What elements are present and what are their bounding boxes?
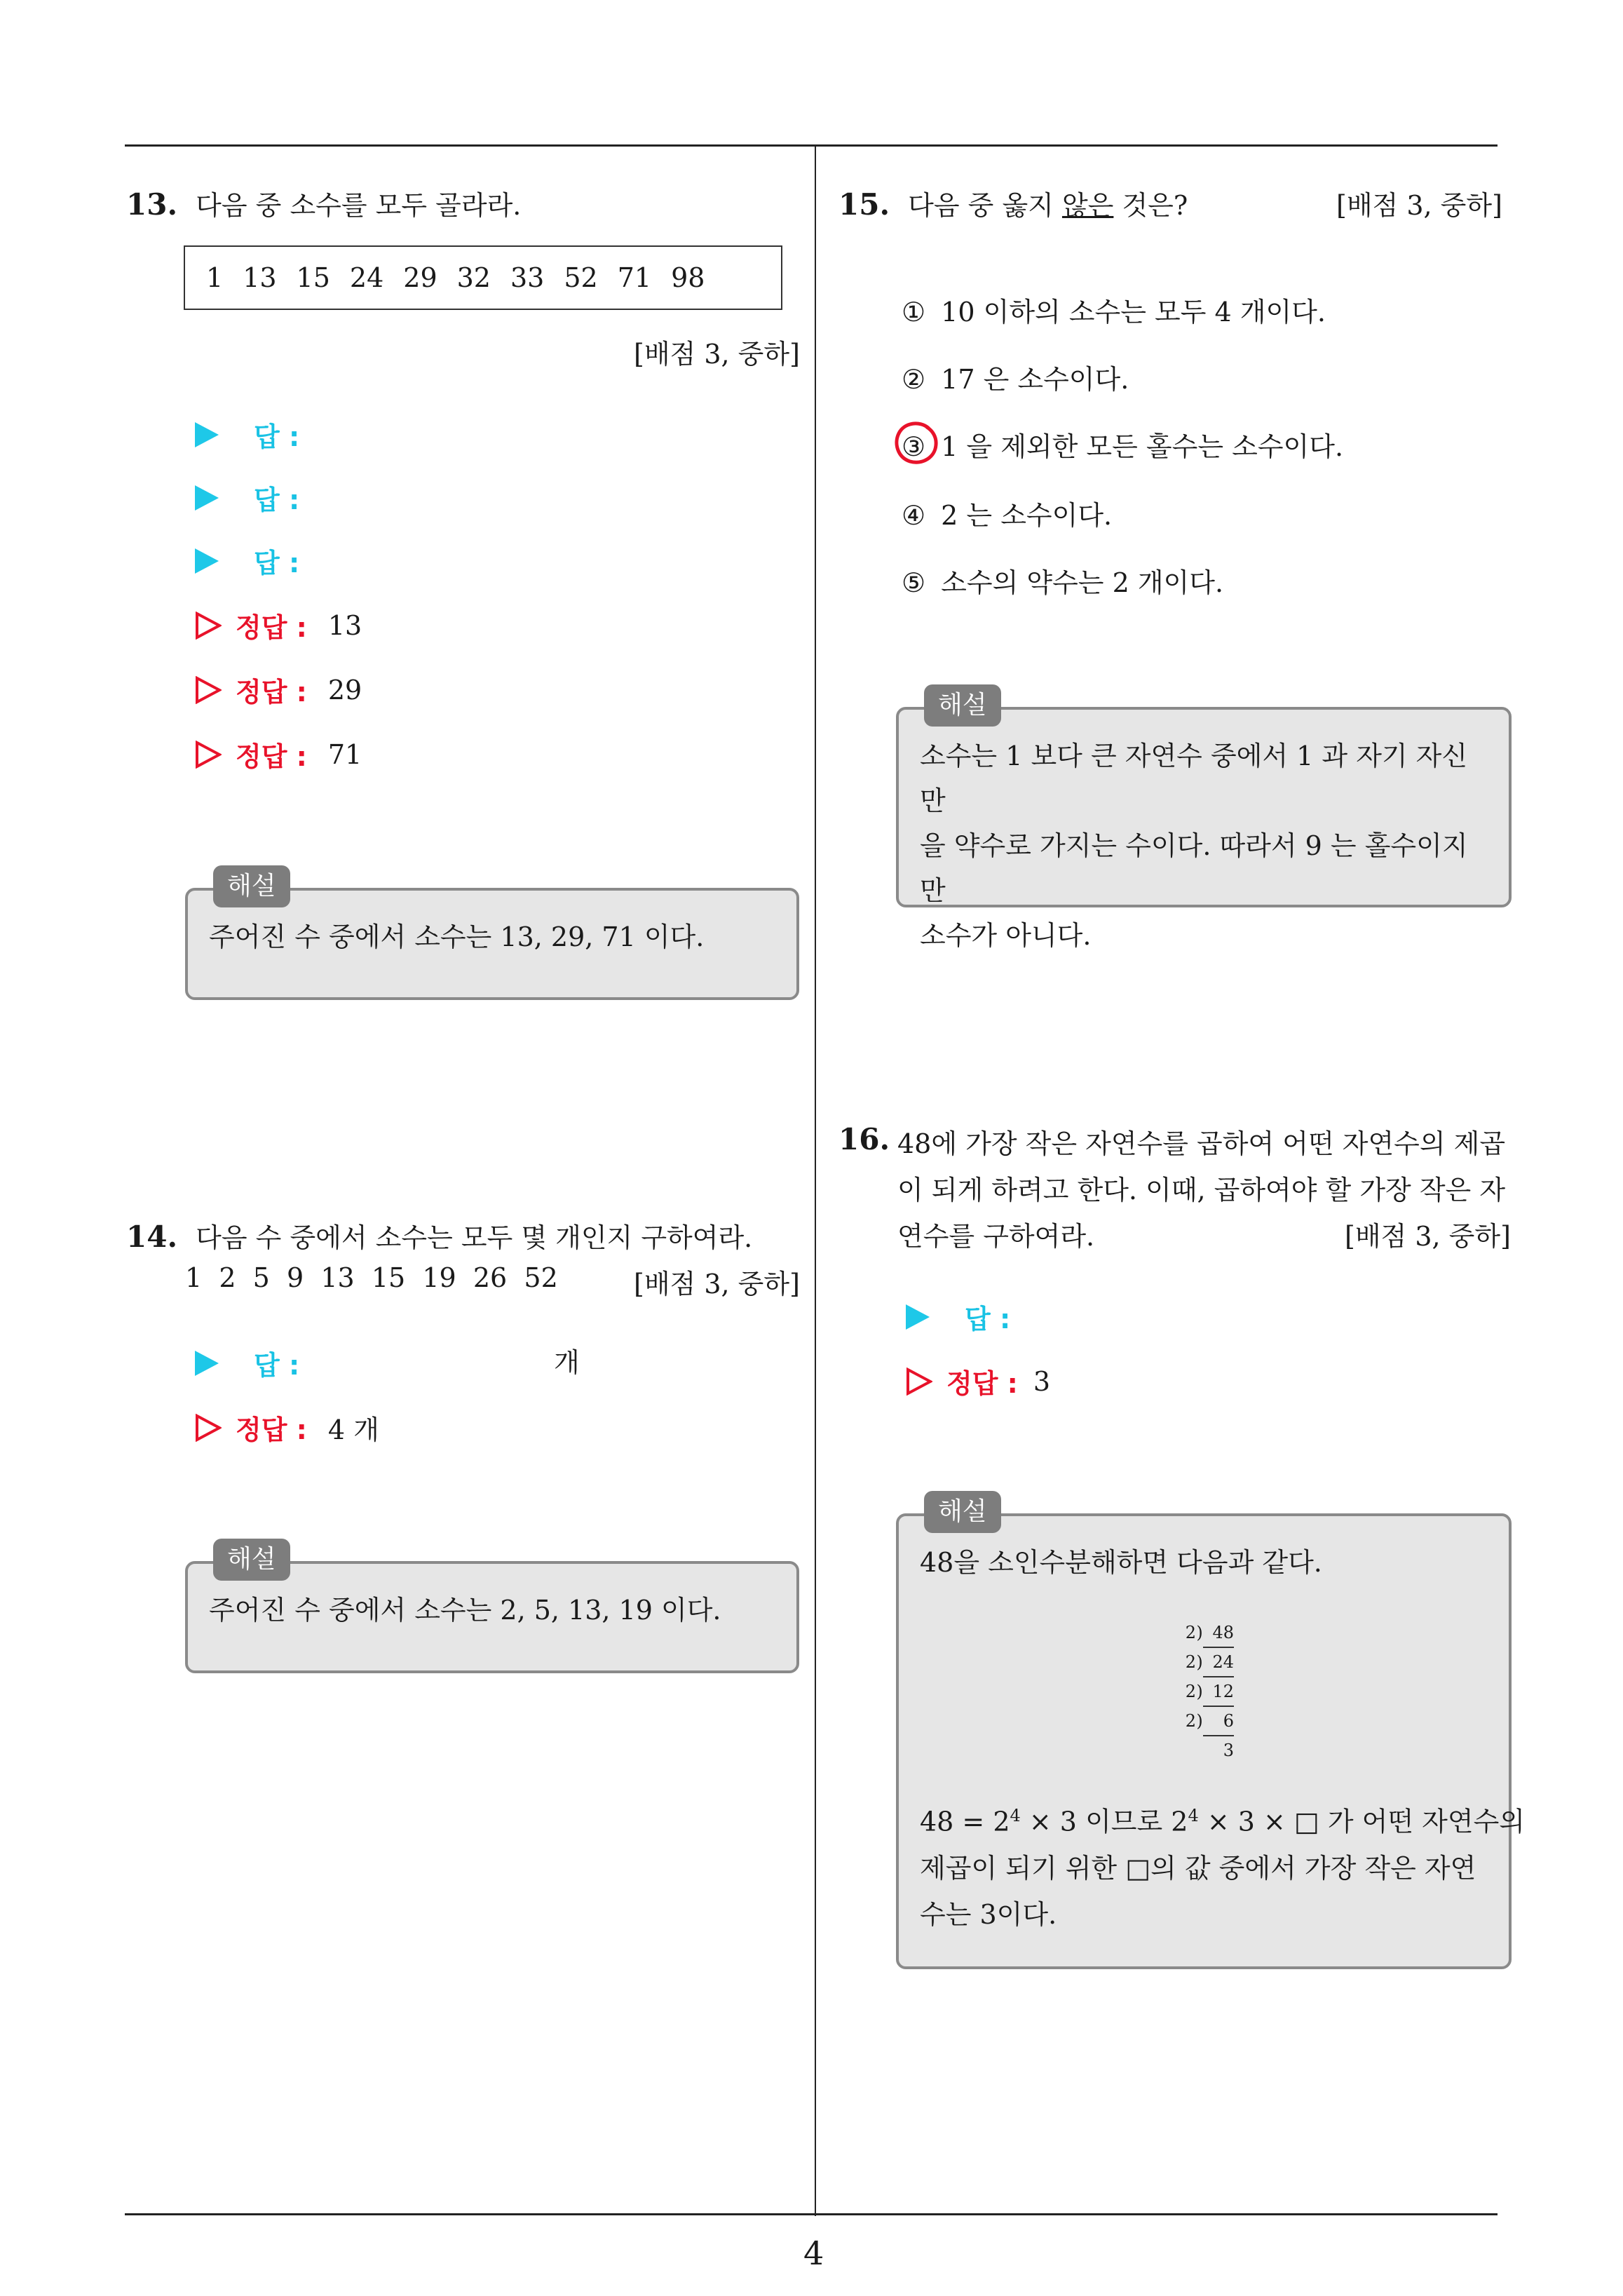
choice-mark: ② bbox=[902, 364, 926, 395]
q15-explanation-box bbox=[896, 691, 1512, 951]
correct-value: 4 개 bbox=[327, 1414, 379, 1445]
q13-answer-3[interactable] bbox=[195, 541, 299, 580]
play-icon bbox=[195, 548, 219, 574]
explanation-line: 수는 3이다. bbox=[920, 1898, 1057, 1930]
ladder-row: 2 ) 6 bbox=[1175, 1707, 1234, 1736]
correct-label: 정답 : bbox=[236, 677, 307, 708]
q14-points: [배점 3, 중하] bbox=[634, 1269, 800, 1299]
correct-label: 정답 : bbox=[236, 741, 307, 772]
ladder-row: 2 ) 24 bbox=[1175, 1648, 1234, 1677]
q14-unit: 개 bbox=[554, 1347, 580, 1378]
choice-mark: ① bbox=[902, 297, 926, 327]
q15-choice-1[interactable] bbox=[902, 290, 1326, 329]
q13-correct-2 bbox=[195, 670, 362, 709]
choice-text: 1 을 제외한 모든 홀수는 소수이다. bbox=[941, 431, 1344, 462]
explanation-line bbox=[920, 1792, 1525, 1845]
triangle-outline-icon bbox=[195, 676, 222, 704]
division-ladder bbox=[1175, 1619, 1234, 1764]
correct-value: 71 bbox=[327, 738, 362, 770]
explanation-line: 소수가 아니다. bbox=[920, 920, 1092, 951]
q15-question bbox=[838, 184, 1188, 222]
explanation-tag: 해설 bbox=[213, 1539, 290, 1581]
answer-label: 답 : bbox=[254, 421, 300, 452]
q15-choice-5[interactable] bbox=[902, 561, 1223, 600]
triangle-outline-icon bbox=[195, 741, 222, 769]
q13-number: 13. bbox=[126, 187, 178, 222]
expl-part: × 3 × □ 가 어떤 자연수의 bbox=[1198, 1806, 1526, 1837]
column-divider bbox=[815, 144, 816, 2216]
q13-explanation-box bbox=[185, 872, 799, 1000]
play-icon bbox=[195, 485, 219, 511]
answer-label: 답 : bbox=[254, 485, 300, 515]
q15-number: 15. bbox=[838, 187, 890, 222]
play-icon bbox=[906, 1304, 930, 1330]
q16-points: [배점 3, 중하] bbox=[1345, 1221, 1511, 1252]
correct-value: 3 bbox=[1033, 1365, 1051, 1397]
q15-choice-2[interactable] bbox=[902, 358, 1129, 396]
q15-points: [배점 3, 중하] bbox=[1336, 190, 1502, 221]
q16-number: 16. bbox=[838, 1122, 890, 1156]
explanation-line: 을 약수로 가지는 수이다. 따라서 9 는 홀수이지만 bbox=[920, 830, 1468, 906]
choice-text: 2 는 소수이다. bbox=[941, 500, 1113, 531]
q13-num: 15 bbox=[296, 262, 330, 293]
correct-label: 정답 : bbox=[946, 1368, 1018, 1399]
ladder-row: 2 ) 48 bbox=[1175, 1619, 1234, 1648]
correct-label: 정답 : bbox=[236, 1414, 307, 1445]
expl-part: × 3 이므로 2 bbox=[1020, 1806, 1188, 1837]
correct-value: 13 bbox=[327, 609, 362, 641]
ladder-value: 12 bbox=[1203, 1677, 1234, 1707]
ladder-divisor: 2 bbox=[1185, 1682, 1196, 1701]
answer-label: 답 : bbox=[254, 548, 300, 579]
correct-label: 정답 : bbox=[236, 612, 307, 643]
bottom-rule bbox=[125, 2213, 1498, 2215]
q13-question bbox=[126, 184, 521, 222]
ladder-divisor: 2 bbox=[1185, 1711, 1196, 1731]
ladder-last: 3 bbox=[1223, 1741, 1234, 1760]
top-rule bbox=[125, 144, 1498, 147]
q16-explanation-body bbox=[920, 1792, 1525, 1938]
q13-num: 1 bbox=[206, 262, 224, 293]
exponent: 4 bbox=[1010, 1806, 1021, 1825]
answer-label: 답 : bbox=[965, 1304, 1011, 1335]
page-number: 4 bbox=[803, 2234, 824, 2272]
exponent: 4 bbox=[1188, 1806, 1199, 1825]
ladder-divisor: 2 bbox=[1185, 1623, 1196, 1642]
q14-explanation-box bbox=[185, 1545, 799, 1673]
q13-points: [배점 3, 중하] bbox=[634, 339, 800, 370]
q14-answer[interactable] bbox=[195, 1344, 299, 1382]
correct-value: 29 bbox=[327, 674, 362, 705]
q13-num: 13 bbox=[243, 262, 277, 293]
q14-number: 14. bbox=[126, 1220, 178, 1254]
q13-number-box bbox=[184, 245, 782, 310]
ladder-row: 2 ) 12 bbox=[1175, 1677, 1234, 1707]
explanation-line: 소수는 1 보다 큰 자연수 중에서 1 과 자기 자신만 bbox=[920, 741, 1468, 816]
answer-label: 답 : bbox=[254, 1350, 300, 1381]
ladder-value: 6 bbox=[1203, 1707, 1234, 1736]
explanation-tag: 해설 bbox=[924, 1491, 1001, 1533]
triangle-outline-icon bbox=[906, 1368, 932, 1396]
play-icon bbox=[195, 1351, 219, 1376]
triangle-outline-icon bbox=[195, 612, 222, 640]
q14-question bbox=[126, 1216, 752, 1255]
ladder-value: 24 bbox=[1203, 1648, 1234, 1677]
q14-correct bbox=[195, 1408, 379, 1447]
expl-part: 48 = 2 bbox=[920, 1806, 1010, 1837]
choice-text: 17 은 소수이다. bbox=[941, 364, 1129, 395]
q13-correct-1 bbox=[195, 606, 362, 644]
q13-num: 71 bbox=[617, 262, 652, 293]
q16-text-line: 48에 가장 작은 자연수를 곱하여 어떤 자연수의 제곱 bbox=[897, 1128, 1506, 1159]
triangle-outline-icon bbox=[195, 1414, 222, 1442]
q16-answer[interactable] bbox=[906, 1297, 1010, 1336]
q13-num: 52 bbox=[564, 262, 598, 293]
choice-mark: ⑤ bbox=[902, 567, 926, 598]
q13-num: 98 bbox=[671, 262, 705, 293]
q16-text-line: 이 되게 하려고 한다. 이때, 곱하여야 할 가장 작은 자 bbox=[897, 1175, 1506, 1206]
q15-choice-3[interactable] bbox=[902, 425, 1343, 464]
choice-mark: ③ bbox=[902, 431, 926, 462]
q13-answer-2[interactable] bbox=[195, 478, 299, 517]
choice-mark: ④ bbox=[902, 500, 926, 531]
q15-choice-4[interactable] bbox=[902, 494, 1112, 532]
explanation-tag: 해설 bbox=[213, 865, 290, 907]
q14-text: 다음 수 중에서 소수는 모두 몇 개인지 구하여라. bbox=[196, 1222, 753, 1253]
q15-text-underlined: 않은 bbox=[1061, 190, 1114, 221]
q15-text-after: 것은? bbox=[1113, 190, 1188, 221]
q13-num: 33 bbox=[510, 262, 545, 293]
q13-text: 다음 중 소수를 모두 골라라. bbox=[196, 190, 522, 221]
q14-numbers: 1 2 5 9 13 15 19 26 52 bbox=[185, 1262, 558, 1293]
q13-num: 29 bbox=[403, 262, 437, 293]
explanation-line: 제곱이 되기 위한 □의 값 중에서 가장 작은 자연 bbox=[920, 1852, 1476, 1884]
play-icon bbox=[195, 422, 219, 447]
choice-text: 소수의 약수는 2 개이다. bbox=[941, 567, 1224, 598]
q13-num: 24 bbox=[349, 262, 384, 293]
ladder-divisor: 2 bbox=[1185, 1652, 1196, 1672]
q16-correct bbox=[906, 1362, 1050, 1400]
q13-num: 32 bbox=[456, 262, 491, 293]
q15-text-before: 다음 중 옳지 bbox=[908, 190, 1062, 221]
explanation-text: 주어진 수 중에서 소수는 2, 5, 13, 19 이다. bbox=[209, 1595, 721, 1626]
q13-answer-1[interactable] bbox=[195, 415, 299, 454]
explanation-text: 주어진 수 중에서 소수는 13, 29, 71 이다. bbox=[209, 921, 705, 952]
q13-correct-3 bbox=[195, 735, 362, 774]
ladder-value: 48 bbox=[1203, 1619, 1234, 1648]
red-circle-mark-icon bbox=[892, 418, 941, 467]
ladder-row bbox=[1175, 1736, 1234, 1764]
explanation-tag: 해설 bbox=[924, 684, 1001, 727]
q16-text-line: 연수를 구하여라. bbox=[897, 1221, 1095, 1252]
explanation-intro: 48을 소인수분해하면 다음과 같다. bbox=[920, 1547, 1322, 1578]
choice-text: 10 이하의 소수는 모두 4 개이다. bbox=[941, 297, 1326, 327]
